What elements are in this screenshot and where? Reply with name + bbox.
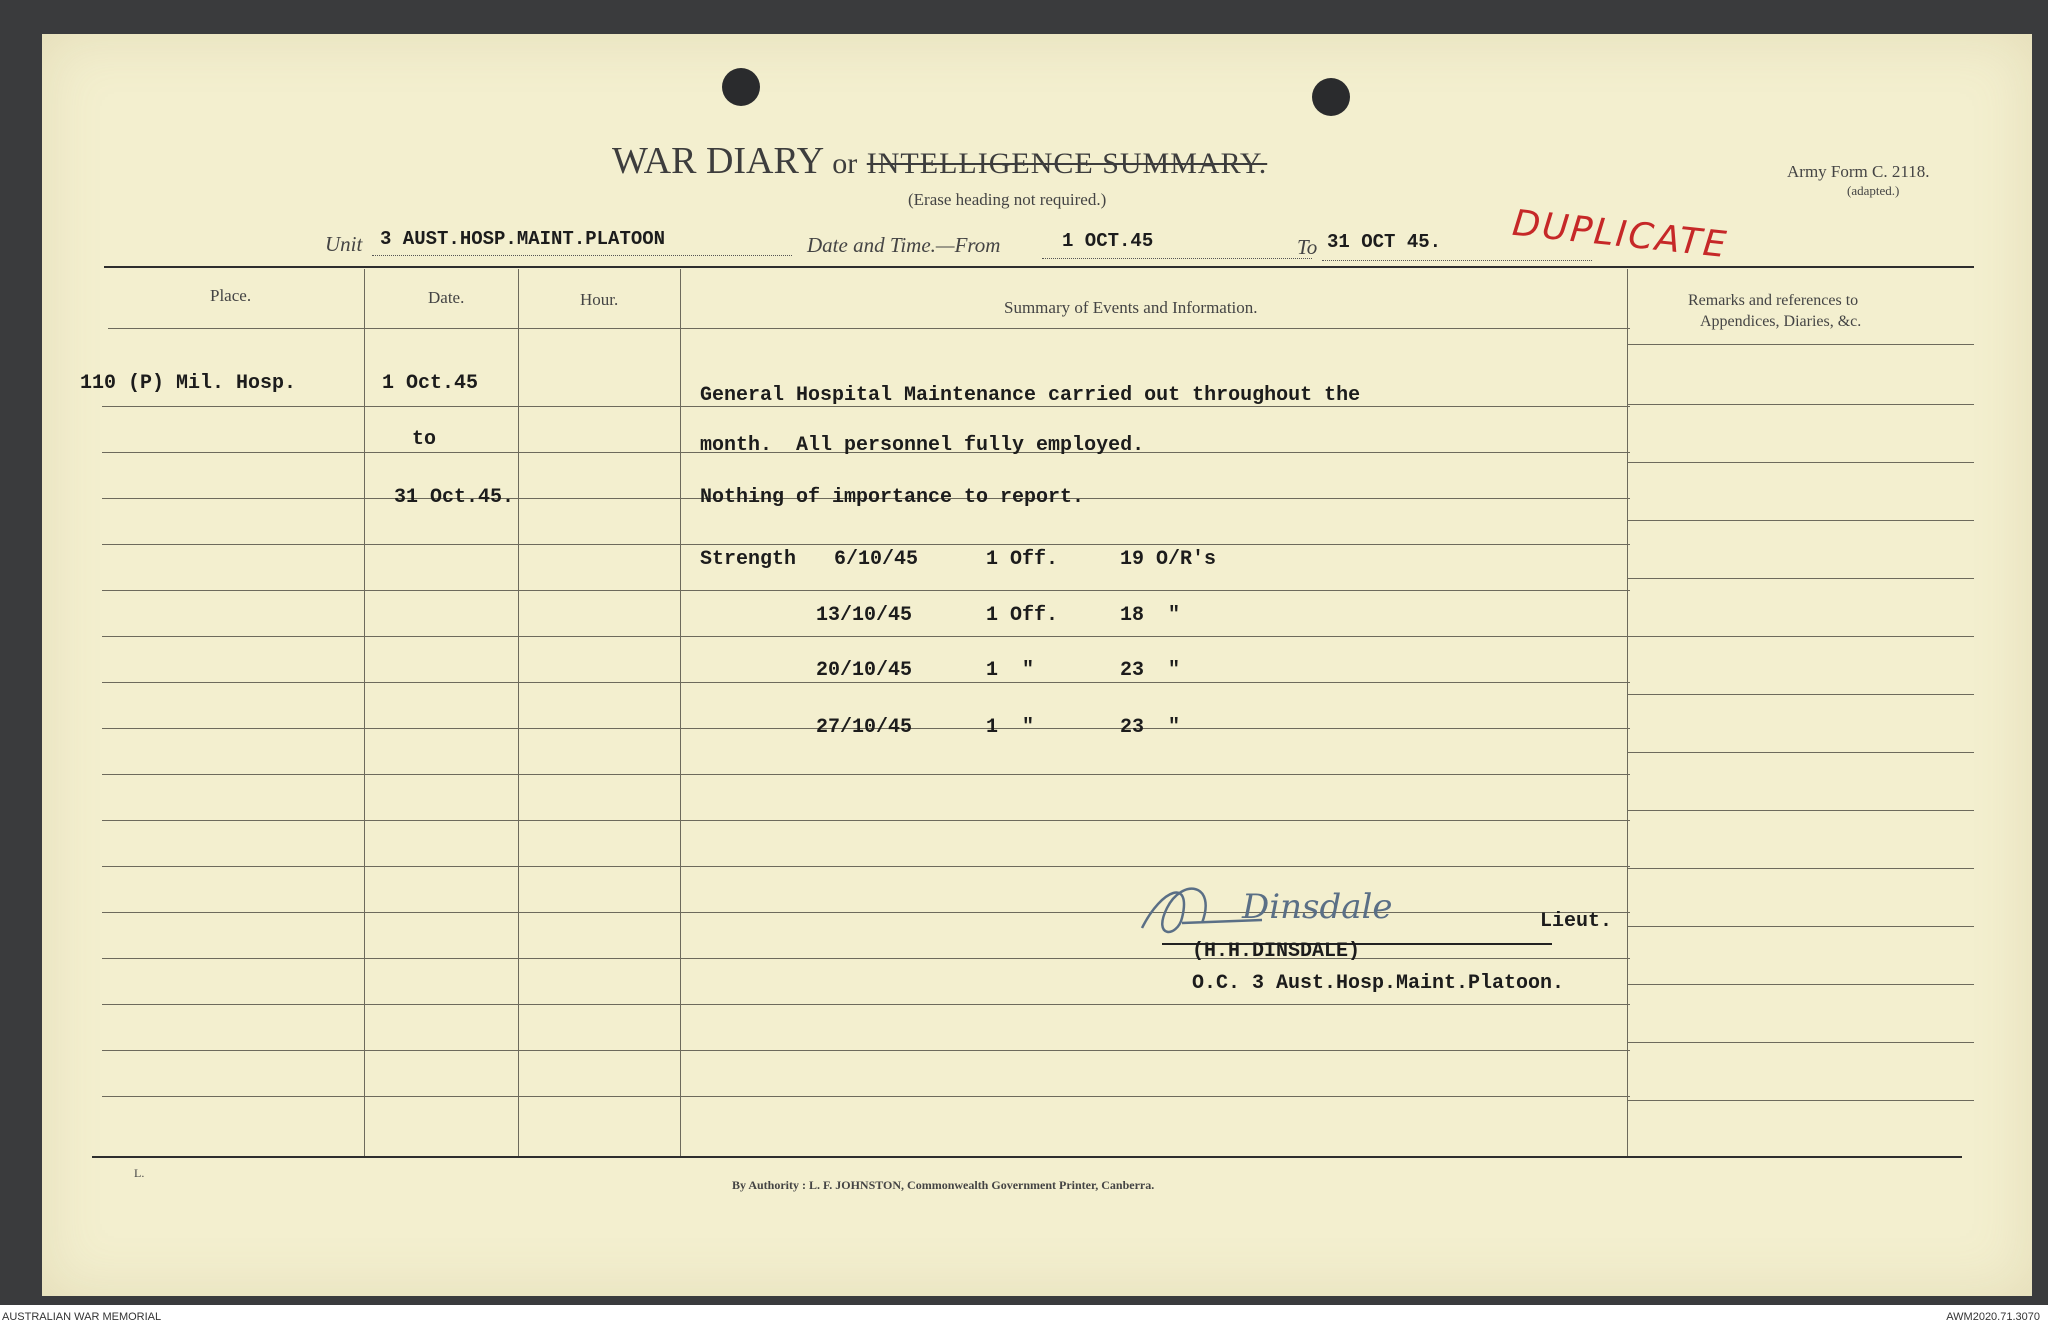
header-rule-remarks [1628, 344, 1974, 345]
printer-authority: By Authority : L. F. JOHNSTON, Commonwealth Government Printer, Canberra. [732, 1178, 1155, 1192]
ruled-row [102, 958, 1630, 959]
column-header-remarks-2: Appendices, Diaries, &c. [1700, 313, 1862, 330]
remarks-row [1628, 578, 1974, 579]
strength-other-ranks: 23 " [1120, 659, 1181, 682]
ruled-row [102, 1004, 1630, 1005]
remarks-row [1628, 1042, 1974, 1043]
summary-line-2: month. All personnel fully employed. [700, 434, 1145, 457]
remarks-row [1628, 810, 1974, 811]
strength-officers: 1 Off. [986, 604, 1059, 627]
from-dotted-line [1042, 258, 1312, 259]
archive-credit-right: AWM2020.71.3070 [1946, 1311, 2040, 1323]
erase-note: (Erase heading not required.) [908, 190, 1107, 209]
ruled-row [102, 544, 1630, 545]
ruled-row [102, 774, 1630, 775]
form-title [612, 139, 1267, 183]
ruled-row [102, 820, 1630, 821]
date-to: 31 OCT 45. [1327, 231, 1442, 253]
archive-credit-bar [0, 1305, 2048, 1329]
war-diary-form [42, 34, 2032, 1296]
column-header-date: Date. [428, 288, 465, 307]
strength-label: Strength [700, 548, 797, 571]
column-header-remarks-1: Remarks and references to [1688, 292, 1859, 309]
column-header-place: Place. [210, 286, 252, 305]
title-main: WAR DIARY [612, 140, 823, 182]
header-rule [108, 328, 1630, 329]
title-or: or [832, 147, 858, 180]
summary-line-3: Nothing of importance to report. [700, 486, 1085, 509]
signatory-name: (H.H.DINSDALE) [1192, 940, 1361, 963]
divider-summary-remarks [1627, 269, 1628, 1156]
strength-date: 27/10/45 [816, 716, 913, 739]
remarks-row [1628, 984, 1974, 985]
ruled-row [102, 1096, 1630, 1097]
remarks-row [1628, 462, 1974, 463]
form-mark: L. [134, 1166, 145, 1180]
unit-label: Unit [325, 232, 363, 256]
punch-hole-right [1312, 78, 1350, 116]
entry-date-end: 31 Oct.45. [394, 486, 515, 509]
column-header-hour: Hour. [580, 290, 619, 309]
strength-officers: 1 " [986, 716, 1035, 739]
entry-date-start: 1 Oct.45 [382, 372, 479, 395]
entry-date-to: to [412, 428, 437, 451]
title-struck: INTELLIGENCE SUMMARY. [866, 147, 1268, 180]
army-form-number: Army Form C. 2118. [1787, 162, 1930, 181]
archive-credit-left: AUSTRALIAN WAR MEMORIAL [2, 1311, 162, 1323]
remarks-row [1628, 1100, 1974, 1101]
table-top-rule [104, 266, 1974, 268]
remarks-row [1628, 636, 1974, 637]
ruled-row [102, 590, 1630, 591]
strength-date: 6/10/45 [834, 548, 919, 571]
strength-other-ranks: 19 O/R's [1120, 548, 1217, 571]
entry-place: 110 (P) Mil. Hosp. [80, 372, 297, 395]
table-bottom-rule [92, 1156, 1962, 1158]
remarks-row [1628, 926, 1974, 927]
divider-date-hour [518, 269, 519, 1156]
punch-hole-left [722, 68, 760, 106]
ruled-row [102, 866, 1630, 867]
strength-officers: 1 " [986, 659, 1035, 682]
remarks-row [1628, 868, 1974, 869]
ruled-row [102, 682, 1630, 683]
to-dotted-line [1322, 260, 1592, 261]
to-label: To [1297, 235, 1318, 259]
strength-date: 20/10/45 [816, 659, 913, 682]
ruled-row [102, 636, 1630, 637]
unit-dotted-line [372, 255, 792, 256]
strength-other-ranks: 23 " [1120, 716, 1181, 739]
strength-officers: 1 Off. [986, 548, 1059, 571]
remarks-row [1628, 404, 1974, 405]
strength-date: 13/10/45 [816, 604, 913, 627]
duplicate-stamp: DUPLICATE [1510, 202, 1730, 267]
ruled-row [102, 1050, 1630, 1051]
remarks-row [1628, 520, 1974, 521]
signatory-rank: Lieut. [1540, 910, 1613, 933]
date-label: Date and Time.—From [807, 233, 1001, 257]
signature-text: Dinsdale [1242, 887, 1393, 927]
signatory-title: O.C. 3 Aust.Hosp.Maint.Platoon. [1192, 972, 1565, 995]
date-from: 1 OCT.45 [1062, 230, 1154, 252]
divider-place-date [364, 269, 365, 1156]
remarks-row [1628, 694, 1974, 695]
divider-hour-summary [680, 269, 681, 1156]
summary-line-1: General Hospital Maintenance carried out throughout the [700, 384, 1361, 407]
column-header-summary: Summary of Events and Information. [1004, 298, 1258, 317]
unit-value: 3 AUST.HOSP.MAINT.PLATOON [380, 228, 666, 250]
adapted-note: (adapted.) [1847, 183, 1900, 198]
strength-other-ranks: 18 " [1120, 604, 1181, 627]
remarks-row [1628, 752, 1974, 753]
